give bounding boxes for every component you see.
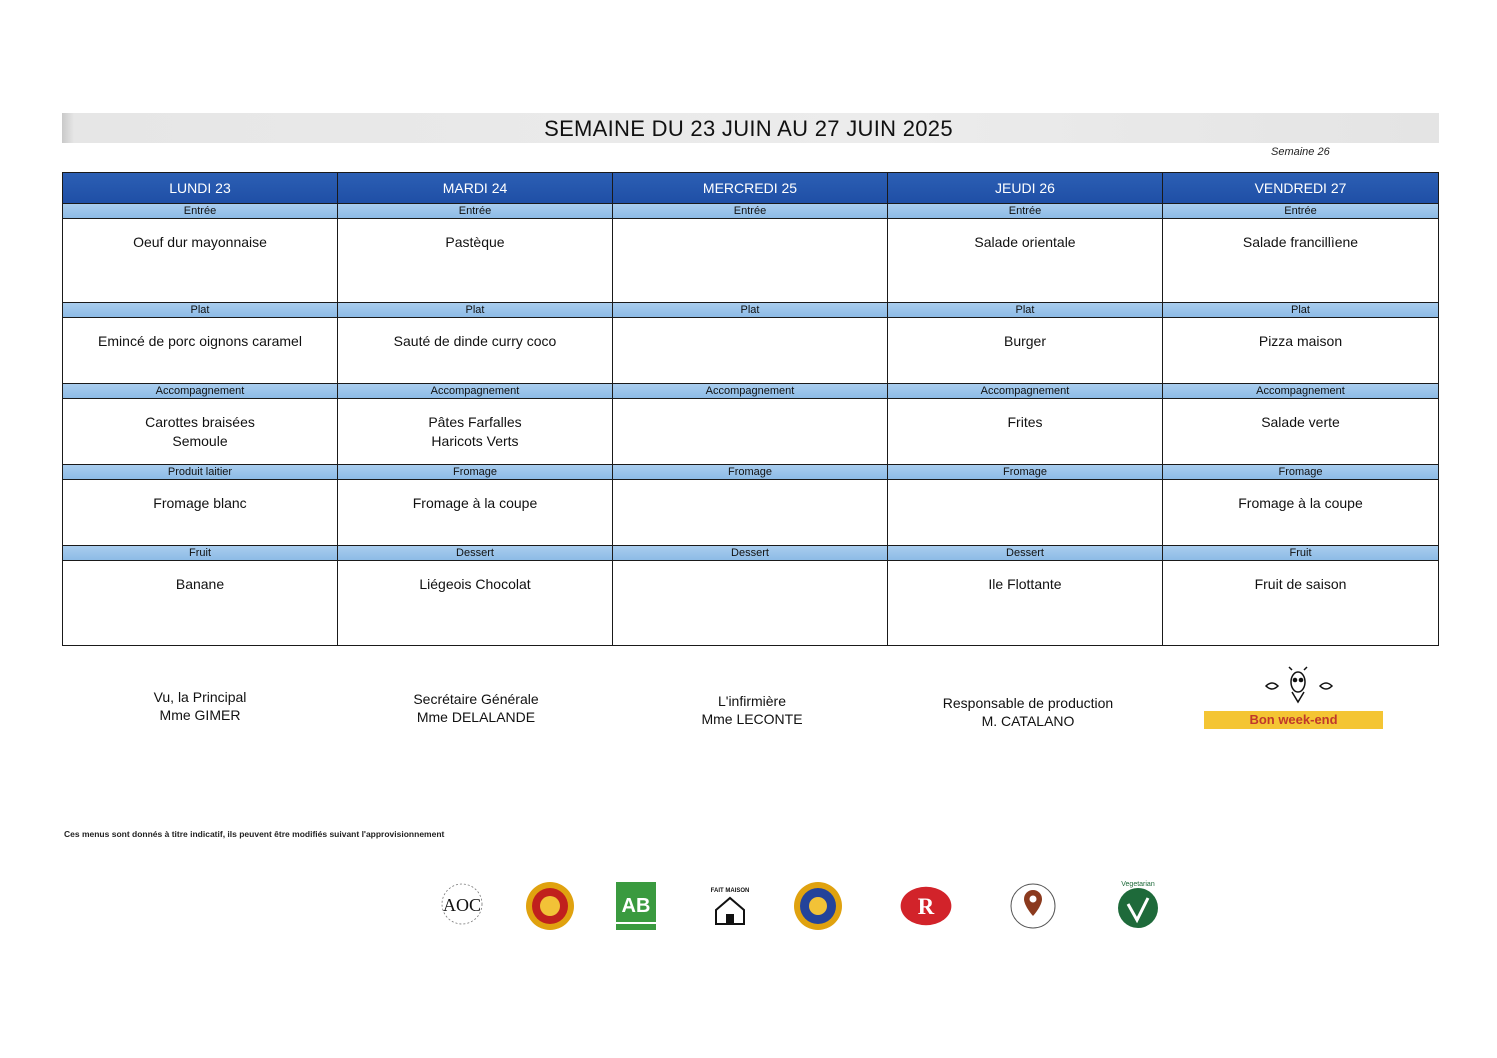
day-column	[888, 173, 1163, 645]
svg-text:R: R	[917, 893, 935, 919]
course-label: Entrée	[63, 204, 337, 219]
course-label: Plat	[613, 303, 887, 318]
dish-cell: Salade verte	[1163, 399, 1438, 465]
dish-cell: Salade francillìene	[1163, 219, 1438, 303]
course-label: Accompagnement	[338, 384, 612, 399]
signature-name: Mme LECONTE	[701, 711, 803, 727]
fait-maison-icon	[702, 878, 758, 934]
dish-cell	[613, 561, 887, 641]
signature-infirmiere	[642, 692, 862, 728]
dish-cell: Pastèque	[338, 219, 612, 303]
day-column	[338, 173, 613, 645]
svg-text:AOC: AOC	[442, 895, 482, 915]
disclaimer-note: Ces menus sont donnés à titre indicatif, ils peuvent être modifiés suivant l'approvisionnement	[64, 829, 445, 839]
course-label: Entrée	[888, 204, 1162, 219]
smiley-icon	[1258, 666, 1348, 706]
dish-cell: Fromage à la coupe	[1163, 480, 1438, 546]
dish-cell: Carottes braisées Semoule	[63, 399, 337, 465]
day-column	[63, 173, 338, 645]
course-label: Dessert	[888, 546, 1162, 561]
course-label: Dessert	[338, 546, 612, 561]
course-label: Fruit	[1163, 546, 1438, 561]
signature-secretaire	[366, 690, 586, 726]
vegetarian-icon	[1110, 878, 1166, 934]
course-label: Accompagnement	[613, 384, 887, 399]
dish-cell	[613, 219, 887, 303]
course-label: Plat	[1163, 303, 1438, 318]
dish-cell: Emincé de porc oignons caramel	[63, 318, 337, 384]
igp-icon	[790, 878, 846, 934]
signature-role: Vu, la Principal	[153, 689, 247, 705]
day-header: LUNDI 23	[63, 173, 337, 204]
signature-principal	[90, 688, 310, 724]
dish-cell: Banane	[175, 576, 225, 592]
signature-role: Secrétaire Générale	[413, 691, 539, 707]
course-label: Accompagnement	[888, 384, 1162, 399]
course-label: Accompagnement	[1163, 384, 1438, 399]
dish-cell: Pâtes Farfalles Haricots Verts	[338, 399, 612, 465]
dish-cell: Fromage à la coupe	[338, 480, 612, 546]
dish-cell	[613, 318, 887, 384]
dish-cell: Ile Flottante	[988, 576, 1062, 592]
ab-icon	[610, 878, 666, 934]
dish-cell: Fruit de saison	[1254, 576, 1347, 592]
course-label: Entrée	[338, 204, 612, 219]
quality-labels	[430, 878, 1170, 938]
label-rouge-icon	[898, 878, 954, 934]
dish-cell	[613, 480, 887, 546]
dish-cell: Fromage blanc	[63, 480, 337, 546]
dish-cell: Pizza maison	[1163, 318, 1438, 384]
dish-cell	[613, 399, 887, 465]
week-number: Semaine 26	[1271, 146, 1330, 158]
course-label: Fromage	[338, 465, 612, 480]
dish-cell: Salade orientale	[888, 219, 1162, 303]
course-label: Fromage	[613, 465, 887, 480]
day-header: MARDI 24	[338, 173, 612, 204]
course-label: Plat	[63, 303, 337, 318]
day-column	[613, 173, 888, 645]
course-label: Accompagnement	[63, 384, 337, 399]
dish-cell: Liégeois Chocolat	[419, 576, 531, 592]
course-label: Entrée	[1163, 204, 1438, 219]
course-label: Fromage	[888, 465, 1162, 480]
signature-role: L'infirmière	[717, 693, 787, 709]
day-column	[1163, 173, 1438, 645]
signature-name: M. CATALANO	[981, 713, 1075, 729]
dish-cell: Burger	[888, 318, 1162, 384]
signature-production	[918, 694, 1138, 730]
svg-text:FAIT MAISON: FAIT MAISON	[710, 888, 750, 894]
page-title: SEMAINE DU 23 JUIN AU 27 JUIN 2025	[544, 116, 953, 141]
day-header: MERCREDI 25	[613, 173, 887, 204]
svg-text:AB: AB	[621, 895, 651, 917]
aop-icon	[522, 878, 578, 934]
aoc-icon	[434, 878, 490, 934]
signature-role: Responsable de production	[942, 695, 1114, 711]
produit-local-icon	[1005, 878, 1061, 934]
course-label: Entrée	[613, 204, 887, 219]
weekly-menu-table	[62, 172, 1439, 646]
course-label: Dessert	[613, 546, 887, 561]
day-header: VENDREDI 27	[1163, 173, 1438, 204]
course-label: Plat	[338, 303, 612, 318]
day-header: JEUDI 26	[888, 173, 1162, 204]
dish-cell: Oeuf dur mayonnaise	[63, 219, 337, 303]
dish-cell: Frites	[888, 399, 1162, 465]
dish-cell: Sauté de dinde curry coco	[338, 318, 612, 384]
svg-text:Vegetarian: Vegetarian	[1121, 881, 1155, 888]
course-label: Fromage	[1163, 465, 1438, 480]
weekend-banner: Bon week-end	[1204, 711, 1383, 729]
course-label: Plat	[888, 303, 1162, 318]
signature-name: Mme DELALANDE	[416, 709, 536, 725]
signature-name: Mme GIMER	[159, 707, 241, 723]
course-label: Produit laitier	[63, 465, 337, 480]
course-label: Fruit	[63, 546, 337, 561]
dish-cell	[888, 480, 1162, 546]
